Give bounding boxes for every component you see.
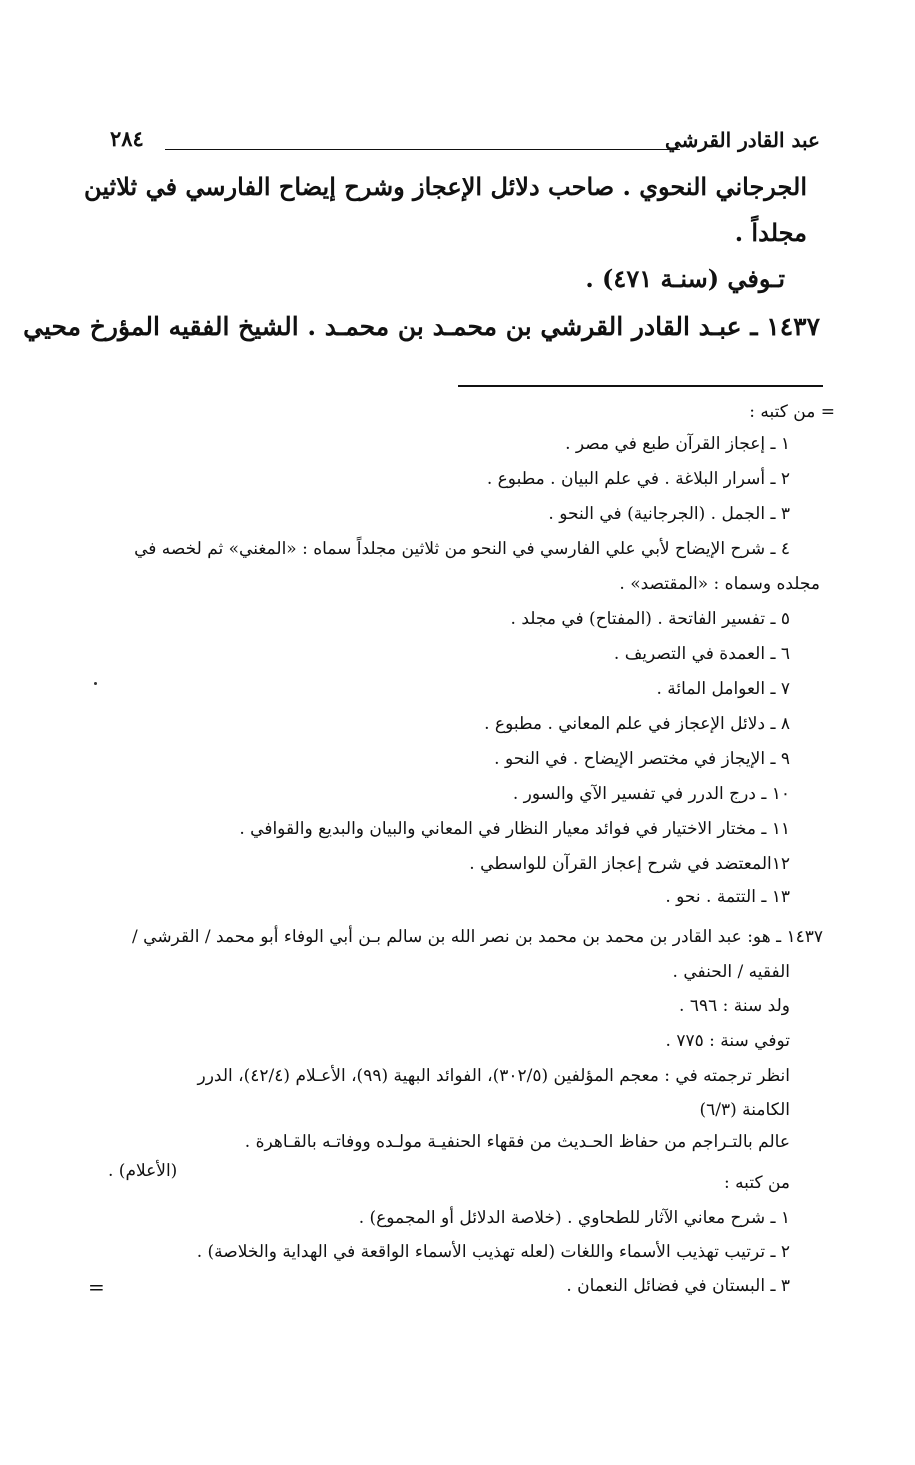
book-item: ٥ ـ تفسير الفاتحة . (المفتاح) في مجلد . <box>510 609 790 629</box>
bio-line: الفقيه / الحنفي . <box>672 962 790 982</box>
book-item: ١٣ ـ التتمة . نحو . <box>665 887 790 907</box>
book-item: ٧ ـ العوامل المائة . <box>656 679 790 699</box>
book-item: ٨ ـ دلائل الإعجاز في علم المعاني . مطبوع . <box>484 714 790 734</box>
quote-line: عالم بالتـراجم من حفاظ الحـديث من فقهاء الحنفيـة مولـده ووفاتـه بالقـاهرة . <box>244 1132 790 1152</box>
footnote-separator <box>458 385 823 387</box>
book-item: ٢ ـ ترتيب تهذيب الأسماء واللغات (لعله تهذيب الأسماء الواقعة في الهداية والخلاصة) . <box>196 1242 790 1262</box>
book-item: ٣ ـ الجمل . (الجرجانية) في النحو . <box>548 504 790 524</box>
book-item: ٢ ـ أسرار البلاغة . في علم البيان . مطبوع . <box>486 469 790 489</box>
sources-line: انظر ترجمته في : معجم المؤلفين (٣٠٢/٥)، الفوائد البهية (٩٩)، الأعـلام (٤٢/٤)، الدرر <box>197 1066 790 1086</box>
scan-speck <box>94 682 97 685</box>
book-item: ٦ ـ العمدة في التصريف . <box>613 644 790 664</box>
died-line: توفي سنة : ٧٧٥ . <box>665 1031 790 1051</box>
bio-line: ١٤٣٧ ـ هو: عبد القادر بن محمد بن محمد بن نصر الله بن سالم بـن أبي الوفاء أبو محمد / القرشي / <box>132 927 823 947</box>
page-number: ٢٨٤ <box>110 126 144 151</box>
main-text-line: مجلداً . <box>734 218 807 247</box>
book-item-continuation: مجلده وسماه : «المقتصد» . <box>619 574 820 594</box>
book-item: ١٢المعتضد في شرح إعجاز القرآن للواسطي . <box>469 854 790 874</box>
entry-heading: ١٤٣٧ ـ عبـد القادر القرشي بن محمـد بن محمـد . الشيخ الفقيه المؤرخ محيي <box>23 312 820 341</box>
book-item: ٩ ـ الإيجاز في مختصر الإيضاح . في النحو . <box>494 749 790 769</box>
running-header-title: عبد القادر القرشي <box>664 128 820 152</box>
book-item: ٣ ـ البستان في فضائل النعمان . <box>566 1276 790 1296</box>
main-text-line: الجرجاني النحوي . صاحب دلائل الإعجاز وشرح إيضاح الفارسي في ثلاثين <box>84 172 807 201</box>
sources-line: الكامنة (٦/٣) <box>699 1100 790 1120</box>
born-line: ولد سنة : ٦٩٦ . <box>679 996 790 1016</box>
header-rule <box>165 149 680 150</box>
continuation-mark: = <box>88 1275 105 1299</box>
from-his-books-label: من كتبه : <box>723 1173 790 1193</box>
book-item: ١٠ ـ درج الدرر في تفسير الآي والسور . <box>512 784 790 804</box>
book-item: ١ ـ إعجاز القرآن طبع في مصر . <box>565 434 790 454</box>
book-item: ٤ ـ شرح الإيضاح لأبي علي الفارسي في النحو من ثلاثين مجلداً سماه : «المغني» ثم لخصه في <box>134 539 790 559</box>
continuation-mark: = من كتبه : <box>749 402 835 422</box>
quote-source: (الأعلام) . <box>108 1161 178 1181</box>
book-item: ١ ـ شرح معاني الآثار للطحاوي . (خلاصة الدلائل أو المجموع) . <box>358 1208 790 1228</box>
main-text-line: تـوفي (سنـة ٤٧١) . <box>585 264 785 293</box>
book-item: ١١ ـ مختار الاختيار في فوائد معيار النظار في المعاني والبيان والبديع والقوافي . <box>239 819 790 839</box>
